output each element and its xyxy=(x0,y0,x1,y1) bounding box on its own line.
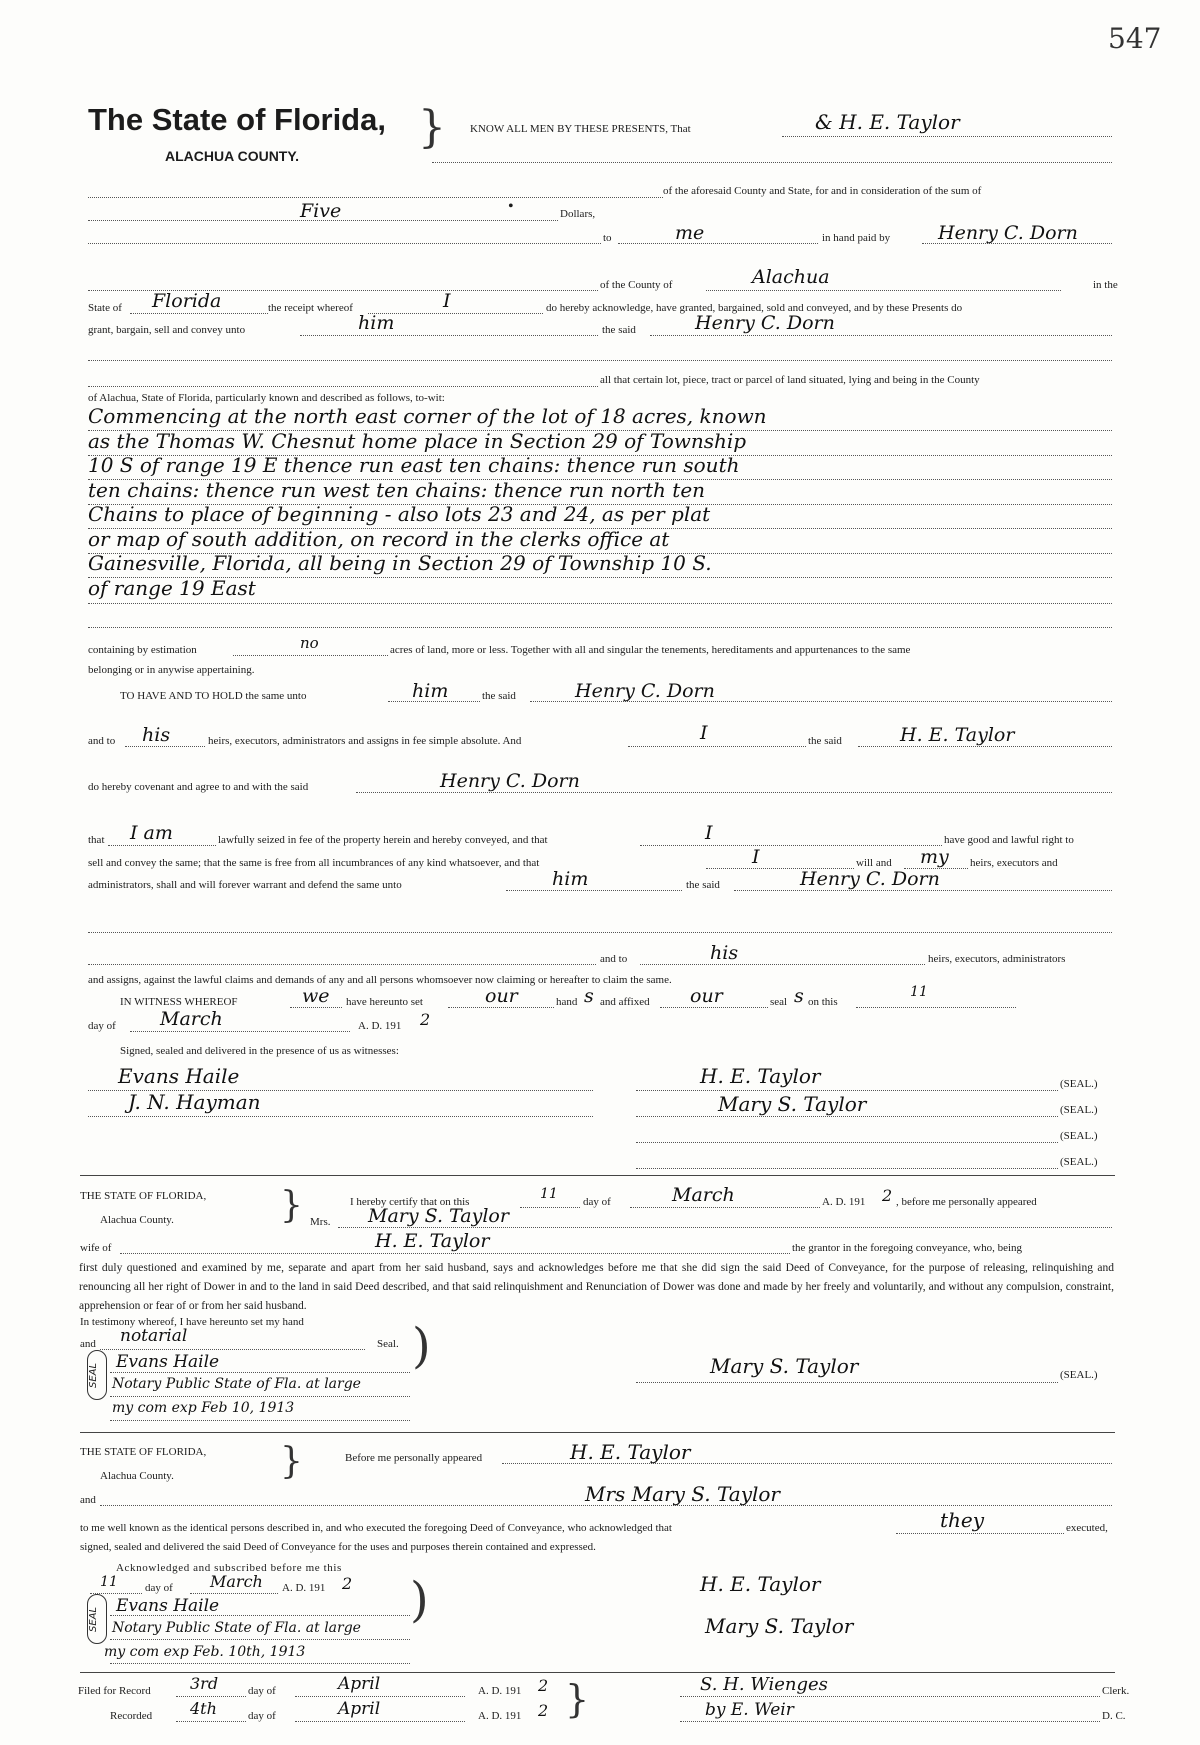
dower-certify: I hereby certify that on this xyxy=(350,1196,470,1208)
ack-state: THE STATE OF FLORIDA, xyxy=(80,1446,207,1458)
witness-we: we xyxy=(302,985,330,1007)
all-that-text: all that certain lot, piece, tract or parcel of land situated, lying and being in the County xyxy=(600,374,980,386)
grantee-pronoun: him xyxy=(358,312,395,334)
ack-signature-2: Mary S. Taylor xyxy=(705,1614,854,1638)
description-line: or map of south addition, on record in the clerks office at xyxy=(88,526,670,551)
filed-year: 2 xyxy=(538,1676,549,1695)
habendum-him: him xyxy=(412,680,449,702)
seal-mark-1: (SEAL.) xyxy=(1060,1078,1098,1090)
witness-two: J. N. Hayman xyxy=(128,1090,261,1114)
grantor-name: & H. E. Taylor xyxy=(815,110,960,134)
acknowledge-text: do hereby acknowledge, have granted, bargained, sold and conveyed, and by these Presents do xyxy=(546,302,963,314)
payer-name: Henry C. Dorn xyxy=(938,222,1078,244)
recorded-day: 4th xyxy=(190,1699,217,1718)
document-title: The State of Florida, xyxy=(88,102,386,137)
signature-mary-s-taylor: Mary S. Taylor xyxy=(718,1092,867,1116)
belonging-text: belonging or in anywise appertaining. xyxy=(88,664,255,676)
witness-one: Evans Haile xyxy=(118,1064,240,1088)
in-hand-paid-label: in hand paid by xyxy=(822,232,891,244)
signed-sealed-label: Signed, sealed and delivered in the presence of us as witnesses: xyxy=(120,1045,399,1057)
filed-day: 3rd xyxy=(190,1674,219,1693)
description-line: as the Thomas W. Chesnut home place in Section 29 of Township xyxy=(88,428,747,453)
witness-month: March xyxy=(160,1008,223,1030)
grantee-name: Henry C. Dorn xyxy=(695,312,835,334)
ack-day-of: day of xyxy=(145,1582,173,1594)
ack-signature-1: H. E. Taylor xyxy=(700,1572,821,1596)
county-heading: ALACHUA COUNTY. xyxy=(165,148,300,164)
state-name: Florida xyxy=(152,290,222,312)
description-line: Chains to place of beginning - also lots 23 and 24, as per plat xyxy=(88,502,711,526)
know-all-men-label: KNOW ALL MEN BY THESE PRESENTS, That xyxy=(470,123,691,135)
witness-year: 2 xyxy=(420,1010,431,1029)
notary-commission: my com exp Feb 10, 1913 xyxy=(112,1400,295,1416)
dower-day-of: day of xyxy=(583,1196,611,1208)
ack-person-2: Mrs Mary S. Taylor xyxy=(585,1482,780,1506)
in-witness-label: IN WITNESS WHEREOF xyxy=(120,996,238,1008)
dower-year: 2 xyxy=(882,1186,893,1205)
aforesaid-text: of the aforesaid County and State, for and in consideration of the sum of xyxy=(663,185,982,197)
habendum-i: I xyxy=(700,722,708,744)
hand-label: hand xyxy=(556,996,578,1008)
filed-ad: A. D. 191 xyxy=(478,1685,522,1697)
heirs-text: heirs, executors, administrators and assigns in fee simple absolute. And xyxy=(208,735,522,747)
ack-notary-name: Evans Haile xyxy=(116,1596,220,1616)
notarial-word: notarial xyxy=(120,1326,188,1346)
seal-label: seal xyxy=(770,996,788,1008)
recorded-day-of: day of xyxy=(248,1710,276,1722)
described-text: of Alachua, State of Florida, particularly known and described as follows, to-wit: xyxy=(88,392,445,404)
witness-our: our xyxy=(485,985,518,1007)
ack-before-me: Before me personally appeared xyxy=(345,1452,483,1464)
day-of-label: day of xyxy=(88,1020,116,1032)
habendum-the-said-2: the said xyxy=(808,735,842,747)
to-party: me xyxy=(675,222,705,244)
ack-person-1: H. E. Taylor xyxy=(570,1440,691,1464)
acres-text: acres of land, more or less. Together with all and singular the tenements, hereditaments and appurtenances to the same xyxy=(390,644,911,656)
grantor-text: the grantor in the foregoing conveyance, who, being xyxy=(792,1242,1023,1254)
description-line: 10 S of range 19 E thence run east ten chains: thence run south xyxy=(88,453,740,477)
testimony-text: In testimony whereof, I have hereunto set my hand xyxy=(80,1316,304,1328)
his-2-value: his xyxy=(710,942,739,964)
ack-and: and xyxy=(80,1494,96,1506)
warrant-him: him xyxy=(552,868,589,890)
containing-label: containing by estimation xyxy=(88,644,197,656)
seal-mark-3: (SEAL.) xyxy=(1060,1130,1098,1142)
dower-seal-word: Seal. xyxy=(377,1338,399,1350)
dower-body: first duly questioned and examined by me, separate and apart from her said husband, says and acknowledges before me that she did sign the said Deed of Conveyance, for the purpose of releasing, relinquishing and renouncing all her right of Dower in and to the land in said Deed described, and that said relinquishment and Renunciation of Dower was done and made by her freely and voluntarily, and without any compulsion, constraint, apprehension or fear of or from her said husband. xyxy=(79,1262,1114,1312)
sell-convey-text: sell and convey the same; that the same is free from all incumbrances of any kind whatsoever, and that xyxy=(88,857,540,869)
dower-county: Alachua County. xyxy=(100,1214,174,1226)
warrant-the-said: the said xyxy=(686,879,720,891)
signature-h-e-taylor: H. E. Taylor xyxy=(700,1064,821,1088)
notary-brace: ) xyxy=(412,1318,431,1374)
in-the-label: in the xyxy=(1093,279,1118,291)
to-have-label: TO HAVE AND TO HOLD the same unto xyxy=(120,690,307,702)
receipt-party: I xyxy=(443,290,451,312)
on-this-label: on this xyxy=(808,996,838,1008)
recorded-year: 2 xyxy=(538,1701,549,1720)
dower-seal-mark: (SEAL.) xyxy=(1060,1369,1098,1381)
ack-ad: A. D. 191 xyxy=(282,1582,326,1594)
heirs-exec-text: heirs, executors and xyxy=(970,857,1058,869)
habendum-grantor: H. E. Taylor xyxy=(900,724,1015,746)
deputy-clerk-label: D. C. xyxy=(1102,1710,1126,1722)
section-divider-3 xyxy=(80,1672,1115,1673)
notary-name: Evans Haile xyxy=(116,1352,220,1372)
state-of-label: State of xyxy=(88,302,122,314)
receipt-whereof-label: the receipt whereof xyxy=(268,302,353,314)
ack-month: March xyxy=(210,1572,263,1591)
ack-subscribed: Acknowledged and subscribed before me this xyxy=(116,1562,342,1574)
acres-value: no xyxy=(300,634,319,652)
header-brace: } xyxy=(418,102,446,153)
filing-brace: } xyxy=(565,1677,590,1721)
will-and-label: will and xyxy=(856,857,892,869)
ack-notary-brace: ) xyxy=(410,1572,429,1628)
deputy-clerk-signature: by E. Weir xyxy=(705,1700,794,1720)
dot-mark: • xyxy=(508,198,514,215)
ack-year: 2 xyxy=(342,1574,353,1593)
dower-ad: A. D. 191 xyxy=(822,1196,866,1208)
seal-mark-4: (SEAL.) xyxy=(1060,1156,1098,1168)
habendum-grantee: Henry C. Dorn xyxy=(575,680,715,702)
ack-day: 11 xyxy=(100,1574,118,1590)
seal-plural: s xyxy=(794,985,804,1007)
sell-i: I xyxy=(752,846,760,868)
ack-executed: executed, xyxy=(1066,1522,1108,1534)
hand-plural: s xyxy=(584,985,594,1007)
mrs-name: Mary S. Taylor xyxy=(368,1205,509,1227)
ack-body-1: to me well known as the identical persons described in, and who executed the foregoing Deed of Conveyance, who acknowledged that xyxy=(80,1522,672,1534)
description-line: Commencing at the north east corner of the lot of 18 acres, known xyxy=(88,404,767,428)
notary-title: Notary Public State of Fla. at large xyxy=(112,1376,361,1392)
ack-they: they xyxy=(940,1508,985,1532)
my-value: my xyxy=(920,846,949,868)
description-line: of range 19 East xyxy=(88,575,256,600)
affixed-label: and affixed xyxy=(600,996,650,1008)
and-to-2-label: and to xyxy=(600,953,628,965)
ack-notary-title: Notary Public State of Fla. at large xyxy=(112,1620,361,1636)
covenant-text: do hereby covenant and agree to and with the said xyxy=(88,781,309,793)
notary-seal-stamp: SEAL xyxy=(87,1350,107,1400)
that-label: that xyxy=(88,834,105,846)
clerk-signature: S. H. Wienges xyxy=(700,1674,828,1695)
assigns-text: and assigns, against the lawful claims and demands of any and all persons whomsoever now claiming or hereafter to claim the same. xyxy=(88,974,672,986)
to-label: to xyxy=(603,232,612,244)
heirs-2-text: heirs, executors, administrators xyxy=(928,953,1066,965)
filed-day-of: day of xyxy=(248,1685,276,1697)
seized-text: lawfully seized in fee of the property herein and hereby conveyed, and that xyxy=(218,834,548,846)
section-divider xyxy=(80,1175,1115,1176)
dower-before-me: , before me personally appeared xyxy=(896,1196,1037,1208)
of-county-label: of the County of xyxy=(600,279,673,291)
dower-and: and xyxy=(80,1338,96,1350)
clerk-label: Clerk. xyxy=(1102,1685,1130,1697)
county-name: Alachua xyxy=(752,266,830,288)
habendum-the-said: the said xyxy=(482,690,516,702)
ack-brace: } xyxy=(280,1441,303,1482)
dower-state: THE STATE OF FLORIDA, xyxy=(80,1190,207,1202)
land-description xyxy=(88,404,1128,600)
section-divider-2 xyxy=(80,1432,1115,1433)
witness-day: 11 xyxy=(910,984,928,1000)
page-number: 547 xyxy=(1108,22,1162,55)
grant-text: grant, bargain, sell and convey unto xyxy=(88,324,246,336)
admins-text: administrators, shall and will forever warrant and defend the same unto xyxy=(88,879,402,891)
wife-of-label: wife of xyxy=(80,1242,112,1254)
ack-notary-seal-stamp: SEAL xyxy=(87,1594,107,1644)
description-line: ten chains: thence run west ten chains: thence run north ten xyxy=(88,477,706,502)
recorded-label: Recorded xyxy=(110,1710,153,1722)
witness-our-2: our xyxy=(690,985,723,1007)
description-line: Gainesville, Florida, all being in Section 29 of Township 10 S. xyxy=(88,551,712,575)
dollars-label: Dollars, xyxy=(560,208,596,220)
dower-month: March xyxy=(672,1184,735,1206)
iam-value: I am xyxy=(130,822,173,844)
seized-i: I xyxy=(705,822,713,844)
ad-label: A. D. 191 xyxy=(358,1020,402,1032)
husband-name: H. E. Taylor xyxy=(375,1230,490,1252)
consideration-sum: Five xyxy=(300,200,342,222)
have-hereunto-label: have hereunto set xyxy=(346,996,423,1008)
filed-label: Filed for Record xyxy=(78,1685,151,1697)
seal-mark-2: (SEAL.) xyxy=(1060,1104,1098,1116)
ack-body-2: signed, sealed and delivered the said Deed of Conveyance for the uses and purposes therein contained and expressed. xyxy=(80,1541,596,1553)
ack-county: Alachua County. xyxy=(100,1470,174,1482)
dower-brace: } xyxy=(280,1185,303,1226)
warrant-grantee: Henry C. Dorn xyxy=(800,868,940,890)
recorded-ad: A. D. 191 xyxy=(478,1710,522,1722)
covenant-grantee: Henry C. Dorn xyxy=(440,770,580,792)
mrs-label: Mrs. xyxy=(310,1216,331,1228)
the-said-label: the said xyxy=(602,324,636,336)
filed-month: April xyxy=(338,1674,381,1694)
dower-signature: Mary S. Taylor xyxy=(710,1354,859,1378)
dower-day: 11 xyxy=(540,1186,558,1202)
habendum-his: his xyxy=(142,724,171,746)
ack-notary-commission: my com exp Feb. 10th, 1913 xyxy=(104,1644,306,1660)
and-to-label: and to xyxy=(88,735,116,747)
recorded-month: April xyxy=(338,1699,381,1719)
good-right-text: have good and lawful right to xyxy=(944,834,1074,846)
